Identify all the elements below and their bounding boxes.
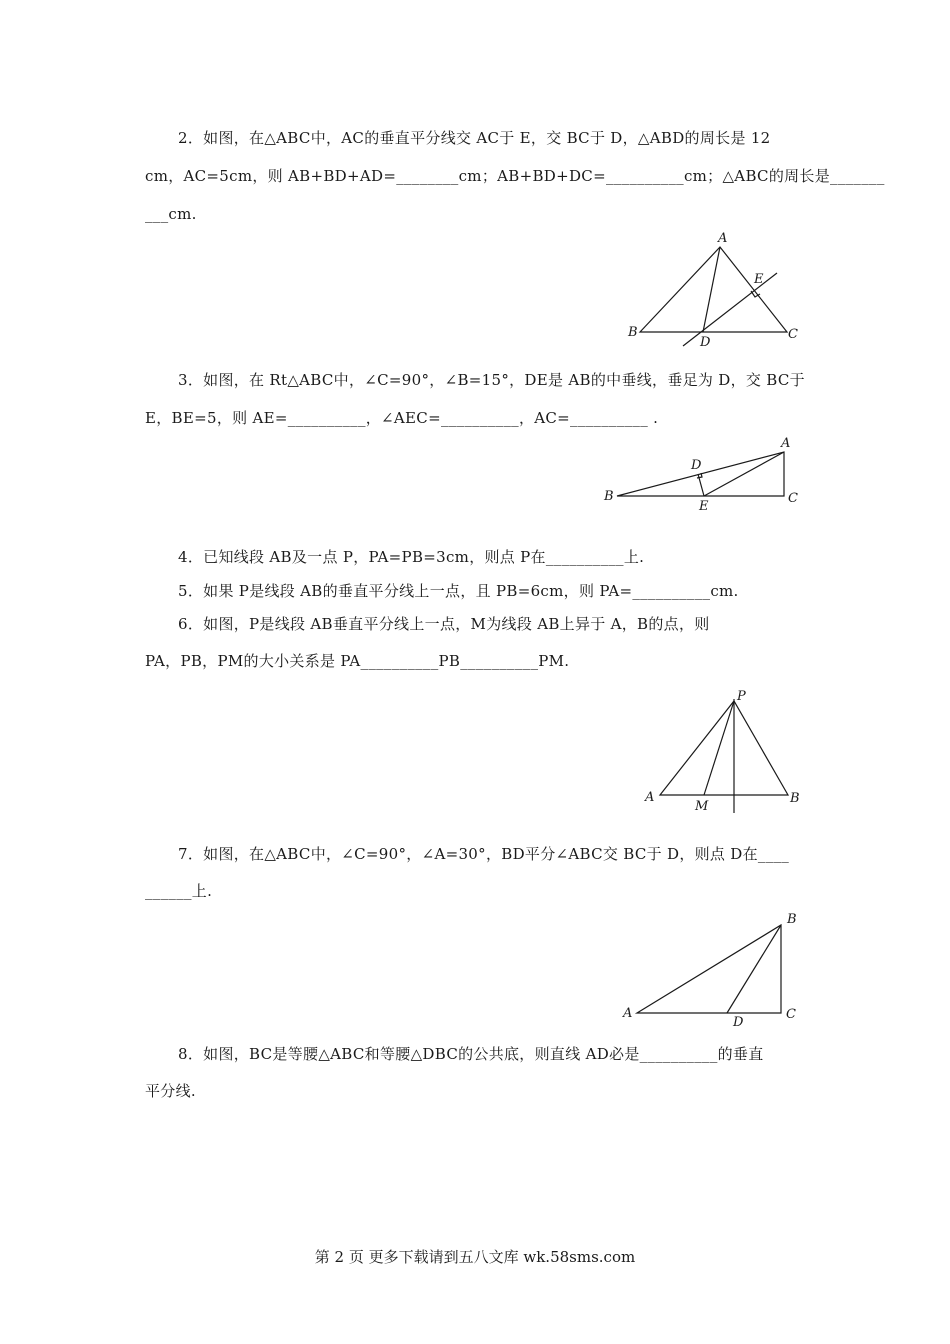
triangle-abc	[637, 925, 781, 1013]
segment-ea	[704, 452, 784, 496]
q6-line-1: 6．如图，P是线段 AB垂直平分线上一点，M为线段 AB上异于 A，B的点，则	[178, 615, 710, 633]
label-e: E	[699, 499, 709, 514]
label-m: M	[695, 799, 709, 814]
figure-q3	[600, 430, 810, 515]
figure-q7	[615, 910, 815, 1030]
q8-line-1: 8．如图，BC是等腰△ABC和等腰△DBC的公共底，则直线 AD必是__________的垂直	[178, 1045, 764, 1063]
label-p: P	[737, 689, 746, 704]
q3-line-2: E，BE=5，则 AE=__________，∠AEC=__________，AC=__________ .	[145, 409, 659, 427]
label-a: A	[718, 231, 728, 246]
q7-line-2: ______上.	[145, 882, 213, 900]
segment-bd	[727, 925, 781, 1013]
label-d: D	[700, 335, 711, 350]
label-b: B	[790, 791, 800, 806]
q4-line-1: 4．已知线段 AB及一点 P，PA=PB=3cm，则点 P在__________上.	[178, 548, 645, 566]
label-c: C	[788, 327, 798, 342]
q8-line-2: 平分线.	[145, 1082, 196, 1100]
label-b: B	[628, 325, 638, 340]
q2-line-1: 2．如图，在△ABC中，AC的垂直平分线交 AC于 E，交 BC于 D，△ABD的周长是 12	[178, 129, 771, 147]
label-a: A	[623, 1006, 633, 1021]
label-b: B	[787, 912, 797, 927]
figure-q2	[620, 225, 820, 350]
label-e: E	[754, 272, 764, 287]
figure-q6	[640, 685, 820, 820]
label-a: A	[781, 436, 791, 451]
q2-line-3: ___cm.	[145, 205, 197, 223]
label-b: B	[604, 489, 614, 504]
label-d: D	[733, 1015, 744, 1030]
segment-pm	[704, 701, 734, 795]
q2-line-2: cm，AC=5cm，则 AB+BD+AD=________cm；AB+BD+DC=__________cm；△ABC的周长是_______	[145, 167, 885, 185]
label-c: C	[788, 491, 798, 506]
triangle-pab	[660, 701, 788, 795]
label-c: C	[786, 1007, 796, 1022]
label-d: D	[691, 458, 702, 473]
q7-line-1: 7．如图，在△ABC中，∠C=90°，∠A=30°，BD平分∠ABC交 BC于 D，则点 D在____	[178, 845, 790, 863]
q3-line-1: 3．如图，在 Rt△ABC中，∠C=90°，∠B=15°，DE是 AB的中垂线，垂足为 D，交 BC于	[178, 371, 805, 389]
triangle-abc	[640, 247, 787, 332]
label-a: A	[645, 790, 655, 805]
q5-line-1: 5．如果 P是线段 AB的垂直平分线上一点，且 PB=6cm，则 PA=__________cm.	[178, 582, 739, 600]
page-footer: 第 2 页 更多下载请到五八文库 wk.58sms.com	[314, 1248, 636, 1266]
q6-line-2: PA，PB，PM的大小关系是 PA__________PB__________PM.	[145, 652, 570, 670]
